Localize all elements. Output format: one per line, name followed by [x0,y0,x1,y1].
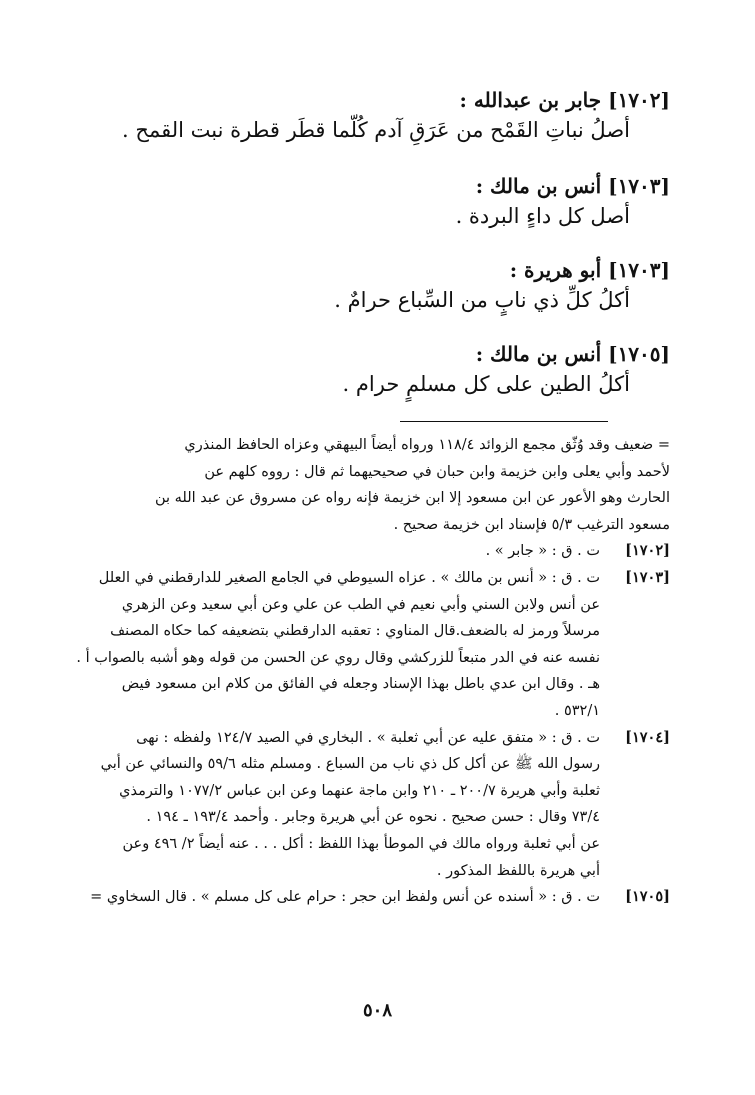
footnote [115,538,670,565]
footnote [90,884,670,911]
footnote-number: [١٧٠٣] [625,568,670,586]
entry-heading: [١٧٠٣] أنس بن مالك : [475,174,670,198]
footnote-line: مرسلاً ورمز له بالضعف.قال المناوي : تعقبه الدارقطني بتضعيفه كما حكاه المصنف [110,623,600,640]
hadith-entry [70,340,670,400]
footnote-line: ت . ق : « أنس بن مالك » . عزاه السيوطي في الجامع الصغير للدارقطني في العلل [98,569,600,586]
footnote-line: رسول الله ﷺ عن أكل كل ذي ناب من السباع . ومسلم مثله ٥٩/٦ والنسائي عن أبي [100,756,600,773]
footnote-number: [١٧٠٢] [625,542,670,560]
footnote-line: ٧٣/٤ وقال : حسن صحيح . نحوه عن أبي هريرة وجابر . وأحمد ١٩٣/٤ ـ ١٩٤ . [146,809,600,826]
entry-text: أصلُ نباتِ القَمْح من عَرَقِ آدم كُلّما قطَر قطرة نبت القمح . [122,118,630,142]
footnote-line: ثعلبة وأبي هريرة ٢٠٠/٧ ـ ٢١٠ وابن ماجة عنهما وعن ابن عباس ١٠٧٧/٢ والترمذي [119,782,600,799]
footnote [76,565,670,725]
footnotes-section [76,432,670,911]
footnote [100,725,670,885]
footnote-continuation-line: مسعود الترغيب ٥/٣ فإسناد ابن خزيمة صحيح . [393,516,670,533]
hadith-entry [70,256,670,316]
entry-text: أكلُ كلِّ ذي نابٍ من السِّباع حرامٌ . [334,288,630,312]
footnote-line: ت . ق : « جابر » . [485,543,600,560]
hadith-entry [70,172,670,232]
entry-heading: [١٧٠٣] أبو هريرة : [509,258,670,282]
footnote-continuation-line: = ضعيف وقد وُثّق مجمع الزوائد ١١٨/٤ ورواه أيضاً البيهقي وعزاه الحافظ المنذري [184,437,670,453]
hadith-entry [70,86,670,146]
footnote-line: ٥٣٢/١ . [554,702,600,719]
page-number: ٥٠٨ [362,1000,392,1021]
footnote-line: ت . ق : « متفق عليه عن أبي ثعلبة » . البخاري في الصيد ١٢٤/٧ ولفظه : نهى [136,729,600,746]
entry-text: أصل كل داءٍ البردة . [455,204,630,228]
footnote-line: عن أبي ثعلبة ورواه مالك في الموطأ بهذا اللفظ : أكل . . . عنه أيضاً ٢/ ٤٩٦ وعن [122,835,600,852]
footnote-line: نفسه عنه في الدر متبعاً للزركشي وقال روي عن الحسن من قوله وهو أشبه بالصواب أ . [76,649,600,666]
entry-text: أكلُ الطين على كل مسلمٍ حرام . [342,372,630,396]
footnote-divider [400,421,608,422]
entry-heading: [١٧٠٢] جابر بن عبدالله : [459,88,670,112]
footnote-number: [١٧٠٤] [625,728,670,746]
footnote-line: هـ . وقال ابن عدي باطل بهذا الإسناد وجعله في الفائق من كلام ابن مسعود فيض [121,676,600,693]
footnote-line: أبي هريرة باللفظ المذكور . [436,862,600,879]
entry-heading: [١٧٠٥] أنس بن مالك : [475,342,670,366]
footnote-line: ت . ق : « أسنده عن أنس ولفظ ابن حجر : حرام على كل مسلم » . قال السخاوي = [90,889,600,906]
footnote-number: [١٧٠٥] [625,888,670,906]
footnote-continuation-line: لأحمد وأبي يعلى وابن خزيمة وابن حبان في صحيحيهما ثم قال : رووه كلهم عن [204,463,670,480]
footnote-line: عن أنس ولابن السني وأبي نعيم في الطب عن علي وعن أبي سعيد وعن الزهري [121,596,600,613]
footnote-continuation-line: الحارث وهو الأعور عن ابن مسعود إلا ابن خزيمة فإنه رواه عن مسروق عن عبد الله بن [154,490,670,507]
